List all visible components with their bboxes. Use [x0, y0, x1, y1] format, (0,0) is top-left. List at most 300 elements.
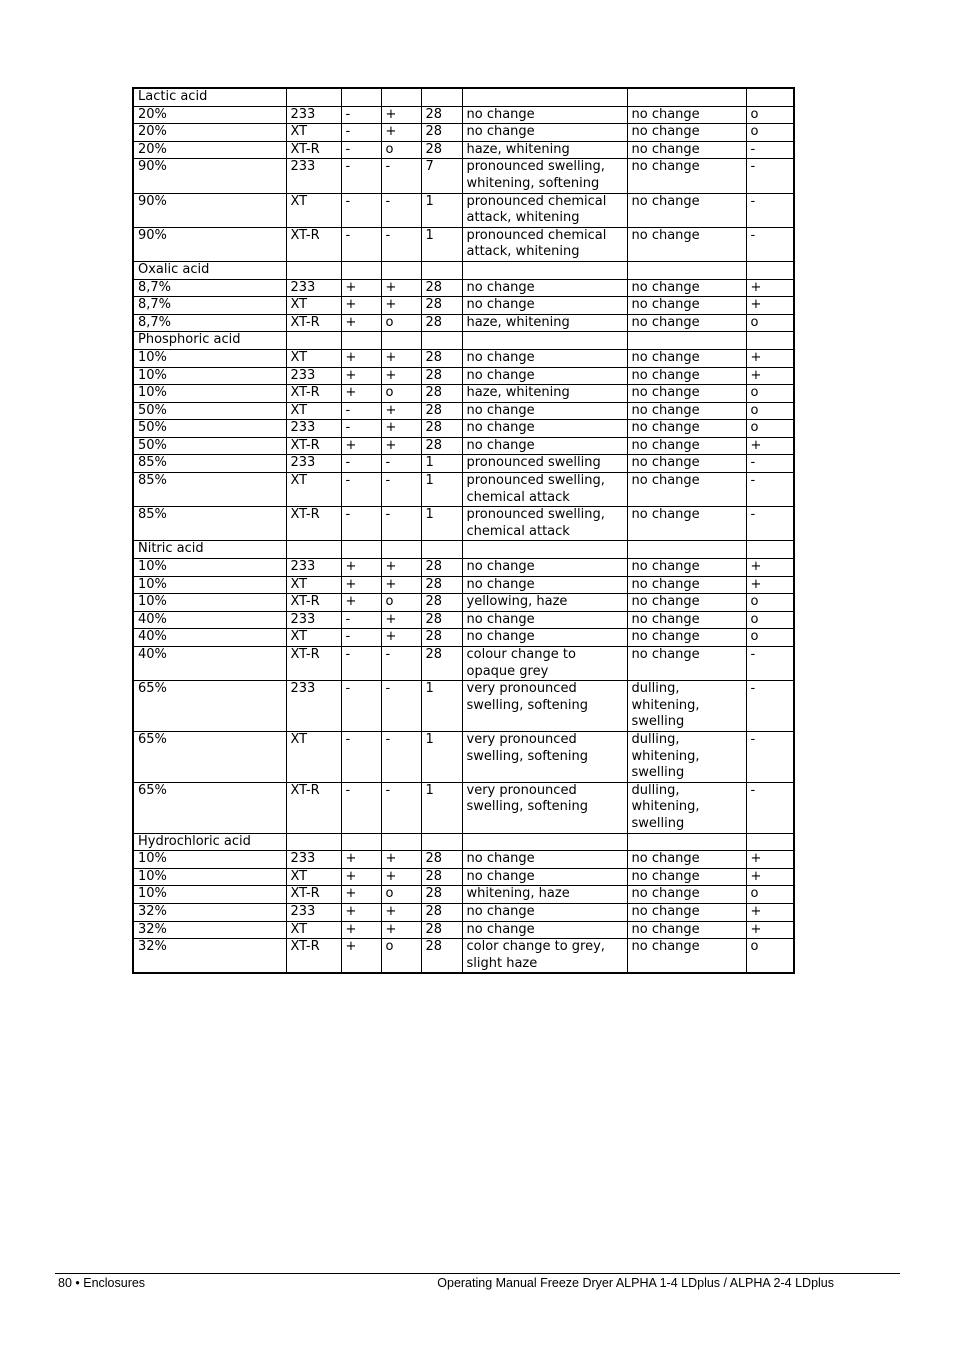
overall-rating-cell: +: [746, 349, 794, 367]
concentration-cell: 8,7%: [133, 314, 286, 332]
material-cell: XT-R: [286, 437, 341, 455]
effect-b-cell: no change: [627, 921, 746, 939]
overall-rating-cell: o: [746, 594, 794, 612]
rating-b-cell: -: [381, 227, 421, 261]
overall-rating-cell: -: [746, 227, 794, 261]
rating-b-cell: +: [381, 868, 421, 886]
section-title: Oxalic acid: [133, 261, 286, 279]
table-row: [133, 227, 794, 261]
material-cell: 233: [286, 420, 341, 438]
section-title: Phosphoric acid: [133, 332, 286, 350]
material-cell: XT-R: [286, 507, 341, 541]
empty-cell: [421, 261, 462, 279]
rating-a-cell: +: [341, 886, 381, 904]
concentration-cell: 10%: [133, 851, 286, 869]
effect-b-cell: no change: [627, 349, 746, 367]
rating-b-cell: o: [381, 141, 421, 159]
rating-b-cell: -: [381, 507, 421, 541]
section-title: Nitric acid: [133, 541, 286, 559]
section-header-row: [133, 833, 794, 851]
effect-cell: pronounced chemical attack, whitening: [462, 227, 627, 261]
rating-a-cell: +: [341, 851, 381, 869]
concentration-cell: 10%: [133, 594, 286, 612]
material-cell: XT: [286, 473, 341, 507]
rating-a-cell: +: [341, 594, 381, 612]
table-row: [133, 473, 794, 507]
empty-cell: [627, 332, 746, 350]
concentration-cell: 65%: [133, 681, 286, 732]
table-row: [133, 939, 794, 974]
effect-cell: very pronounced swelling, softening: [462, 681, 627, 732]
concentration-cell: 20%: [133, 106, 286, 124]
table-row: [133, 367, 794, 385]
empty-cell: [341, 332, 381, 350]
empty-cell: [462, 332, 627, 350]
effect-cell: no change: [462, 576, 627, 594]
effect-cell: color change to grey, slight haze: [462, 939, 627, 974]
effect-cell: no change: [462, 367, 627, 385]
effect-b-cell: no change: [627, 420, 746, 438]
overall-rating-cell: -: [746, 647, 794, 681]
days-cell: 28: [421, 437, 462, 455]
effect-b-cell: no change: [627, 455, 746, 473]
effect-cell: no change: [462, 279, 627, 297]
rating-b-cell: +: [381, 349, 421, 367]
overall-rating-cell: +: [746, 868, 794, 886]
empty-cell: [627, 88, 746, 106]
days-cell: 28: [421, 367, 462, 385]
overall-rating-cell: +: [746, 576, 794, 594]
material-cell: XT: [286, 193, 341, 227]
rating-a-cell: -: [341, 507, 381, 541]
material-cell: 233: [286, 611, 341, 629]
rating-a-cell: -: [341, 402, 381, 420]
table-row: [133, 629, 794, 647]
rating-b-cell: o: [381, 886, 421, 904]
effect-cell: no change: [462, 611, 627, 629]
effect-b-cell: no change: [627, 886, 746, 904]
overall-rating-cell: +: [746, 367, 794, 385]
table-row: [133, 921, 794, 939]
days-cell: 28: [421, 349, 462, 367]
days-cell: 1: [421, 455, 462, 473]
table-row: [133, 731, 794, 782]
days-cell: 28: [421, 385, 462, 403]
material-cell: XT: [286, 297, 341, 315]
concentration-cell: 65%: [133, 731, 286, 782]
overall-rating-cell: +: [746, 921, 794, 939]
effect-b-cell: no change: [627, 507, 746, 541]
rating-a-cell: -: [341, 681, 381, 732]
effect-b-cell: no change: [627, 314, 746, 332]
material-cell: XT: [286, 629, 341, 647]
days-cell: 28: [421, 647, 462, 681]
table-row: [133, 402, 794, 420]
effect-cell: no change: [462, 124, 627, 142]
effect-b-cell: no change: [627, 193, 746, 227]
material-cell: XT: [286, 349, 341, 367]
empty-cell: [381, 88, 421, 106]
material-cell: XT-R: [286, 227, 341, 261]
overall-rating-cell: +: [746, 903, 794, 921]
table-row: [133, 576, 794, 594]
concentration-cell: 8,7%: [133, 279, 286, 297]
days-cell: 1: [421, 731, 462, 782]
empty-cell: [746, 541, 794, 559]
effect-b-cell: no change: [627, 141, 746, 159]
overall-rating-cell: o: [746, 886, 794, 904]
empty-cell: [341, 541, 381, 559]
overall-rating-cell: o: [746, 106, 794, 124]
rating-a-cell: -: [341, 611, 381, 629]
effect-cell: pronounced chemical attack, whitening: [462, 193, 627, 227]
effect-cell: no change: [462, 437, 627, 455]
footer-page-section: 80 • Enclosures: [58, 1276, 146, 1290]
concentration-cell: 32%: [133, 921, 286, 939]
days-cell: 7: [421, 159, 462, 193]
material-cell: 233: [286, 851, 341, 869]
rating-a-cell: +: [341, 385, 381, 403]
section-header-row: [133, 332, 794, 350]
table-row: [133, 647, 794, 681]
overall-rating-cell: -: [746, 731, 794, 782]
rating-b-cell: +: [381, 106, 421, 124]
table-row: [133, 420, 794, 438]
rating-b-cell: +: [381, 420, 421, 438]
rating-a-cell: -: [341, 193, 381, 227]
rating-a-cell: +: [341, 314, 381, 332]
effect-b-cell: no change: [627, 611, 746, 629]
rating-a-cell: -: [341, 106, 381, 124]
table-row: [133, 159, 794, 193]
rating-b-cell: +: [381, 851, 421, 869]
effect-cell: no change: [462, 868, 627, 886]
material-cell: 233: [286, 903, 341, 921]
days-cell: 28: [421, 106, 462, 124]
material-cell: XT: [286, 576, 341, 594]
material-cell: XT-R: [286, 647, 341, 681]
table-row: [133, 611, 794, 629]
concentration-cell: 50%: [133, 420, 286, 438]
rating-a-cell: +: [341, 437, 381, 455]
rating-a-cell: +: [341, 297, 381, 315]
empty-cell: [421, 332, 462, 350]
concentration-cell: 90%: [133, 159, 286, 193]
rating-a-cell: -: [341, 473, 381, 507]
concentration-cell: 10%: [133, 559, 286, 577]
effect-b-cell: no change: [627, 594, 746, 612]
effect-b-cell: no change: [627, 851, 746, 869]
section-title: Hydrochloric acid: [133, 833, 286, 851]
rating-b-cell: +: [381, 279, 421, 297]
days-cell: 28: [421, 141, 462, 159]
effect-cell: no change: [462, 349, 627, 367]
rating-a-cell: +: [341, 279, 381, 297]
overall-rating-cell: -: [746, 159, 794, 193]
effect-cell: no change: [462, 903, 627, 921]
rating-b-cell: -: [381, 473, 421, 507]
overall-rating-cell: o: [746, 402, 794, 420]
footer-divider: [55, 1273, 900, 1274]
overall-rating-cell: +: [746, 559, 794, 577]
rating-b-cell: +: [381, 367, 421, 385]
concentration-cell: 32%: [133, 903, 286, 921]
rating-b-cell: o: [381, 314, 421, 332]
days-cell: 1: [421, 193, 462, 227]
overall-rating-cell: -: [746, 141, 794, 159]
days-cell: 28: [421, 314, 462, 332]
concentration-cell: 20%: [133, 124, 286, 142]
effect-cell: pronounced swelling, whitening, softening: [462, 159, 627, 193]
rating-b-cell: +: [381, 559, 421, 577]
material-cell: 233: [286, 279, 341, 297]
rating-a-cell: +: [341, 349, 381, 367]
rating-a-cell: -: [341, 159, 381, 193]
effect-b-cell: no change: [627, 367, 746, 385]
table-row: [133, 437, 794, 455]
days-cell: 28: [421, 851, 462, 869]
overall-rating-cell: -: [746, 193, 794, 227]
days-cell: 28: [421, 594, 462, 612]
empty-cell: [746, 261, 794, 279]
concentration-cell: 40%: [133, 611, 286, 629]
days-cell: 28: [421, 886, 462, 904]
effect-cell: pronounced swelling: [462, 455, 627, 473]
table-row: [133, 349, 794, 367]
material-cell: XT: [286, 868, 341, 886]
rating-a-cell: -: [341, 420, 381, 438]
section-header-row: [133, 261, 794, 279]
material-cell: 233: [286, 559, 341, 577]
effect-cell: haze, whitening: [462, 314, 627, 332]
table-row: [133, 507, 794, 541]
days-cell: 28: [421, 611, 462, 629]
empty-cell: [746, 833, 794, 851]
material-cell: 233: [286, 106, 341, 124]
empty-cell: [286, 541, 341, 559]
material-cell: 233: [286, 367, 341, 385]
rating-b-cell: +: [381, 297, 421, 315]
effect-cell: whitening, haze: [462, 886, 627, 904]
days-cell: 1: [421, 681, 462, 732]
effect-cell: no change: [462, 921, 627, 939]
concentration-cell: 50%: [133, 402, 286, 420]
effect-b-cell: no change: [627, 124, 746, 142]
empty-cell: [627, 261, 746, 279]
effect-cell: yellowing, haze: [462, 594, 627, 612]
material-cell: XT: [286, 731, 341, 782]
table-row: [133, 193, 794, 227]
rating-b-cell: +: [381, 611, 421, 629]
empty-cell: [462, 261, 627, 279]
empty-cell: [341, 833, 381, 851]
effect-b-cell: no change: [627, 868, 746, 886]
table-row: [133, 851, 794, 869]
rating-a-cell: -: [341, 227, 381, 261]
empty-cell: [627, 833, 746, 851]
effect-b-cell: no change: [627, 106, 746, 124]
table-row: [133, 594, 794, 612]
table-row: [133, 681, 794, 732]
days-cell: 28: [421, 559, 462, 577]
empty-cell: [286, 833, 341, 851]
rating-b-cell: o: [381, 385, 421, 403]
table-row: [133, 868, 794, 886]
empty-cell: [381, 541, 421, 559]
concentration-cell: 20%: [133, 141, 286, 159]
empty-cell: [341, 88, 381, 106]
chemical-resistance-table: [132, 87, 795, 974]
concentration-cell: 85%: [133, 507, 286, 541]
effect-cell: pronounced swelling, chemical attack: [462, 473, 627, 507]
table-row: [133, 141, 794, 159]
effect-cell: pronounced swelling, chemical attack: [462, 507, 627, 541]
concentration-cell: 85%: [133, 455, 286, 473]
rating-a-cell: +: [341, 939, 381, 974]
effect-b-cell: no change: [627, 279, 746, 297]
section-header-row: [133, 88, 794, 106]
material-cell: 233: [286, 455, 341, 473]
overall-rating-cell: o: [746, 611, 794, 629]
rating-a-cell: +: [341, 367, 381, 385]
effect-b-cell: no change: [627, 385, 746, 403]
empty-cell: [462, 541, 627, 559]
overall-rating-cell: +: [746, 279, 794, 297]
footer-document-title: Operating Manual Freeze Dryer ALPHA 1-4 LDplus / ALPHA 2-4 LDplus: [437, 1276, 834, 1290]
overall-rating-cell: o: [746, 629, 794, 647]
concentration-cell: 10%: [133, 886, 286, 904]
effect-cell: very pronounced swelling, softening: [462, 731, 627, 782]
empty-cell: [381, 833, 421, 851]
table-row: [133, 455, 794, 473]
effect-cell: no change: [462, 106, 627, 124]
empty-cell: [421, 88, 462, 106]
rating-a-cell: +: [341, 921, 381, 939]
effect-cell: no change: [462, 297, 627, 315]
effect-b-cell: no change: [627, 939, 746, 974]
empty-cell: [286, 88, 341, 106]
empty-cell: [381, 261, 421, 279]
rating-a-cell: -: [341, 124, 381, 142]
effect-cell: no change: [462, 851, 627, 869]
effect-cell: colour change to opaque grey: [462, 647, 627, 681]
days-cell: 1: [421, 782, 462, 833]
table-row: [133, 559, 794, 577]
material-cell: XT: [286, 402, 341, 420]
empty-cell: [746, 332, 794, 350]
overall-rating-cell: +: [746, 851, 794, 869]
effect-cell: no change: [462, 559, 627, 577]
rating-b-cell: +: [381, 576, 421, 594]
days-cell: 28: [421, 903, 462, 921]
rating-a-cell: +: [341, 559, 381, 577]
rating-b-cell: +: [381, 921, 421, 939]
concentration-cell: 10%: [133, 367, 286, 385]
effect-cell: no change: [462, 629, 627, 647]
effect-b-cell: no change: [627, 402, 746, 420]
days-cell: 28: [421, 402, 462, 420]
overall-rating-cell: +: [746, 437, 794, 455]
effect-b-cell: dulling, whitening, swelling: [627, 782, 746, 833]
table-row: [133, 903, 794, 921]
material-cell: XT-R: [286, 385, 341, 403]
overall-rating-cell: -: [746, 782, 794, 833]
rating-b-cell: o: [381, 939, 421, 974]
overall-rating-cell: -: [746, 507, 794, 541]
empty-cell: [286, 332, 341, 350]
rating-b-cell: -: [381, 782, 421, 833]
material-cell: XT-R: [286, 594, 341, 612]
table-row: [133, 297, 794, 315]
rating-b-cell: -: [381, 681, 421, 732]
effect-b-cell: no change: [627, 647, 746, 681]
effect-b-cell: no change: [627, 297, 746, 315]
material-cell: XT: [286, 124, 341, 142]
days-cell: 28: [421, 124, 462, 142]
section-header-row: [133, 541, 794, 559]
effect-b-cell: no change: [627, 629, 746, 647]
section-title: Lactic acid: [133, 88, 286, 106]
material-cell: XT-R: [286, 886, 341, 904]
concentration-cell: 8,7%: [133, 297, 286, 315]
days-cell: 1: [421, 227, 462, 261]
empty-cell: [746, 88, 794, 106]
effect-cell: no change: [462, 420, 627, 438]
effect-b-cell: dulling, whitening, swelling: [627, 681, 746, 732]
rating-b-cell: -: [381, 193, 421, 227]
overall-rating-cell: o: [746, 420, 794, 438]
effect-b-cell: no change: [627, 559, 746, 577]
concentration-cell: 10%: [133, 868, 286, 886]
concentration-cell: 40%: [133, 629, 286, 647]
rating-b-cell: +: [381, 437, 421, 455]
concentration-cell: 50%: [133, 437, 286, 455]
overall-rating-cell: +: [746, 297, 794, 315]
concentration-cell: 10%: [133, 576, 286, 594]
days-cell: 28: [421, 939, 462, 974]
rating-b-cell: -: [381, 159, 421, 193]
material-cell: 233: [286, 159, 341, 193]
rating-a-cell: -: [341, 782, 381, 833]
empty-cell: [286, 261, 341, 279]
concentration-cell: 32%: [133, 939, 286, 974]
concentration-cell: 65%: [133, 782, 286, 833]
days-cell: 28: [421, 868, 462, 886]
empty-cell: [462, 833, 627, 851]
empty-cell: [627, 541, 746, 559]
overall-rating-cell: o: [746, 939, 794, 974]
concentration-cell: 90%: [133, 227, 286, 261]
days-cell: 28: [421, 576, 462, 594]
effect-b-cell: no change: [627, 473, 746, 507]
table-row: [133, 886, 794, 904]
days-cell: 28: [421, 420, 462, 438]
empty-cell: [421, 541, 462, 559]
rating-a-cell: +: [341, 868, 381, 886]
days-cell: 28: [421, 629, 462, 647]
rating-b-cell: +: [381, 402, 421, 420]
effect-cell: haze, whitening: [462, 385, 627, 403]
empty-cell: [421, 833, 462, 851]
rating-a-cell: -: [341, 455, 381, 473]
empty-cell: [462, 88, 627, 106]
rating-a-cell: -: [341, 629, 381, 647]
material-cell: XT-R: [286, 314, 341, 332]
concentration-cell: 85%: [133, 473, 286, 507]
days-cell: 1: [421, 507, 462, 541]
effect-cell: no change: [462, 402, 627, 420]
effect-b-cell: no change: [627, 437, 746, 455]
